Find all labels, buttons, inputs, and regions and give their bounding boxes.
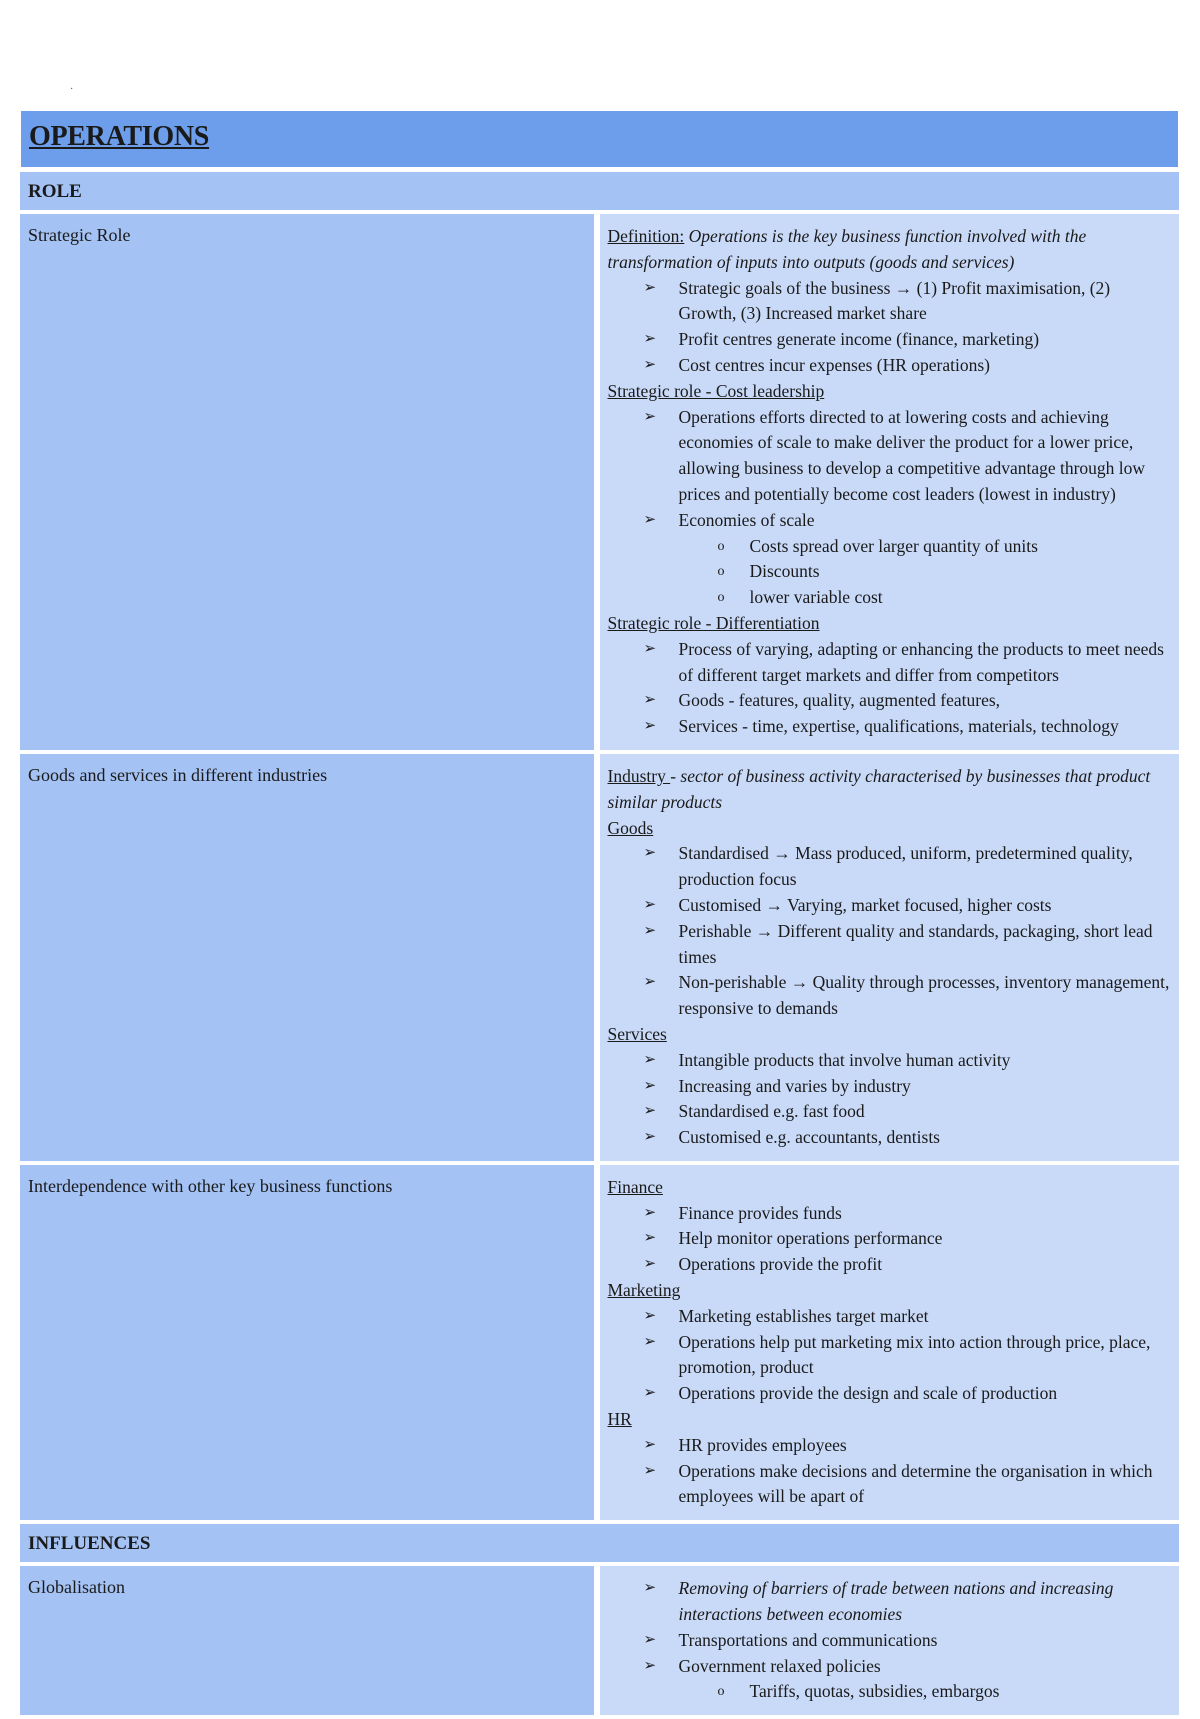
list-item-text: Increasing and varies by industry bbox=[678, 1075, 911, 1096]
list-item bbox=[608, 405, 1172, 508]
row-strategic-role bbox=[20, 214, 1179, 750]
list-item-text: Government relaxed policies bbox=[678, 1655, 881, 1676]
arrow-bullet-icon: ➢ bbox=[643, 1462, 657, 1479]
circle-bullet-icon: o bbox=[717, 538, 725, 554]
arrow-bullet-icon: ➢ bbox=[643, 1333, 657, 1350]
arrow-bullet-icon: ➢ bbox=[643, 356, 657, 373]
row-globalisation bbox=[20, 1566, 1179, 1715]
list-item-text: Cost centres incur expenses (HR operations) bbox=[678, 354, 991, 375]
subheading-goods: Goods bbox=[607, 817, 654, 838]
list-item-text: Standardised e.g. fast food bbox=[678, 1101, 865, 1122]
arrow-bullet-icon: ➢ bbox=[643, 408, 657, 425]
arrow-bullet-icon: ➢ bbox=[643, 331, 657, 348]
list-item-text: Economies of scale bbox=[678, 509, 815, 530]
arrow-bullet-icon: ➢ bbox=[643, 845, 657, 862]
list-item bbox=[608, 893, 1172, 919]
list-item bbox=[608, 1201, 1172, 1227]
list-item-text: Process of varying, adapting or enhancing the products to meet needs of different target markets and differ from competitors bbox=[678, 638, 1164, 685]
arrow-bullet-icon: ➢ bbox=[643, 692, 657, 709]
row-label-globalisation: Globalisation bbox=[20, 1566, 600, 1715]
arrow-bullet-icon: ➢ bbox=[643, 1436, 657, 1453]
row-goods-services bbox=[20, 754, 1179, 1161]
definition-line bbox=[608, 224, 1172, 276]
list-item bbox=[608, 276, 1172, 328]
sub-list-item-text: Tariffs, quotas, subsidies, embargos bbox=[749, 1681, 1000, 1702]
list-item bbox=[608, 1459, 1172, 1511]
row-label-interdependence: Interdependence with other key business functions bbox=[20, 1165, 600, 1520]
subheading-finance: Finance bbox=[607, 1176, 663, 1197]
industry-line bbox=[608, 764, 1172, 816]
list-item-text: Help monitor operations performance bbox=[678, 1228, 943, 1249]
list-item bbox=[608, 1226, 1172, 1252]
sub-list-item-text: Discounts bbox=[749, 561, 820, 582]
list-item bbox=[608, 1628, 1172, 1654]
list-item-text: Perishable → Different quality and standards, packaging, short lead times bbox=[678, 920, 1153, 967]
sub-list-item bbox=[608, 534, 1172, 560]
circle-bullet-icon: o bbox=[717, 564, 725, 580]
arrow-bullet-icon: ➢ bbox=[643, 1051, 657, 1068]
section-heading-role: ROLE bbox=[28, 181, 82, 202]
list-item-text: Transportations and communications bbox=[678, 1629, 938, 1650]
arrow-bullet-icon: ➢ bbox=[643, 1385, 657, 1402]
sub-list-item bbox=[608, 559, 1172, 585]
arrow-bullet-icon: ➢ bbox=[643, 1657, 657, 1674]
arrow-bullet-icon: ➢ bbox=[643, 1077, 657, 1094]
section-row-role bbox=[20, 172, 1179, 210]
arrow-bullet-icon: ➢ bbox=[643, 1256, 657, 1273]
row-interdependence bbox=[20, 1165, 1179, 1520]
list-item-text: Removing of barriers of trade between nations and increasing interactions between economies bbox=[678, 1578, 1114, 1625]
list-item-text: Finance provides funds bbox=[678, 1202, 842, 1223]
subheading-cost-leadership: Strategic role - Cost leadership bbox=[607, 380, 825, 401]
list-item bbox=[608, 508, 1172, 534]
list-item-text: HR provides employees bbox=[678, 1434, 847, 1455]
arrow-bullet-icon: ➢ bbox=[643, 279, 657, 296]
circle-bullet-icon: o bbox=[717, 1684, 725, 1700]
list-item bbox=[608, 1654, 1172, 1680]
arrow-bullet-icon: ➢ bbox=[643, 1103, 657, 1120]
definition-label: Definition: bbox=[607, 226, 685, 246]
list-item bbox=[608, 1048, 1172, 1074]
row-content-interdependence bbox=[600, 1165, 1180, 1520]
subheading-services: Services bbox=[607, 1023, 667, 1044]
section-heading-influences: INFLUENCES bbox=[28, 1533, 151, 1555]
list-item bbox=[608, 1099, 1172, 1125]
row-label-goods-services: Goods and services in different industries bbox=[20, 754, 600, 1161]
list-item bbox=[608, 1074, 1172, 1100]
list-item-text: Services - time, expertise, qualifications, materials, technology bbox=[678, 716, 1119, 737]
list-item-text: Operations efforts directed to at lowering costs and achieving economies of scale to make deliver the product for a lower price, allowing business to develop a competitive advantage through low prices and potentially become cost leaders (lowest in industry) bbox=[678, 406, 1146, 504]
arrow-bullet-icon: ➢ bbox=[643, 1580, 657, 1597]
row-content-goods-services bbox=[600, 754, 1180, 1161]
list-item-text: Operations make decisions and determine the organisation in which employees will be apart of bbox=[678, 1460, 1153, 1507]
sub-list-item-text: Costs spread over larger quantity of units bbox=[749, 535, 1038, 556]
list-item bbox=[608, 841, 1172, 893]
arrow-bullet-icon: ➢ bbox=[643, 896, 657, 913]
list-item bbox=[608, 688, 1172, 714]
list-item bbox=[608, 1576, 1172, 1628]
circle-bullet-icon: o bbox=[717, 590, 725, 606]
list-item-text: Operations provide the profit bbox=[678, 1254, 883, 1275]
list-item bbox=[608, 1252, 1172, 1278]
list-item bbox=[608, 1381, 1172, 1407]
list-item-text: Non-perishable → Quality through processes, inventory management, responsive to demands bbox=[678, 972, 1170, 1019]
list-item-text: Customised → Varying, market focused, higher costs bbox=[678, 894, 1052, 915]
arrow-bullet-icon: ➢ bbox=[643, 718, 657, 735]
subheading-differentiation: Strategic role - Differentiation bbox=[607, 612, 820, 633]
sub-list-item bbox=[608, 585, 1172, 611]
arrow-bullet-icon: ➢ bbox=[643, 1230, 657, 1247]
list-item-text: Operations provide the design and scale of production bbox=[678, 1383, 1058, 1404]
sub-list-item-text: lower variable cost bbox=[749, 587, 883, 608]
list-item-text: Standardised → Mass produced, uniform, predetermined quality, production focus bbox=[678, 843, 1133, 890]
arrow-bullet-icon: ➢ bbox=[643, 640, 657, 657]
list-item bbox=[608, 637, 1172, 689]
list-item bbox=[608, 919, 1172, 971]
definition-text: Operations is the key business function involved with the transformation of inputs into outputs (goods and services) bbox=[607, 226, 1087, 272]
list-item bbox=[608, 1125, 1172, 1151]
row-content-strategic-role bbox=[600, 214, 1180, 750]
arrow-bullet-icon: ➢ bbox=[643, 511, 657, 528]
title-row bbox=[20, 110, 1179, 168]
list-item-text: Marketing establishes target market bbox=[678, 1305, 929, 1326]
industry-label: Industry bbox=[607, 765, 671, 786]
list-item-text: Intangible products that involve human activity bbox=[678, 1049, 1011, 1070]
list-item bbox=[608, 1304, 1172, 1330]
arrow-bullet-icon: ➢ bbox=[643, 1204, 657, 1221]
arrow-bullet-icon: ➢ bbox=[643, 1307, 657, 1324]
list-item-text: Goods - features, quality, augmented features, bbox=[678, 690, 1001, 711]
list-item bbox=[608, 1330, 1172, 1382]
section-row-influences bbox=[20, 1524, 1179, 1562]
industry-text: - sector of business activity characterised by businesses that product similar products bbox=[607, 765, 1151, 812]
list-item bbox=[608, 327, 1172, 353]
operations-table bbox=[20, 106, 1179, 1719]
arrow-bullet-icon: ➢ bbox=[643, 974, 657, 991]
row-content-globalisation bbox=[600, 1566, 1180, 1715]
list-item bbox=[608, 1433, 1172, 1459]
list-item bbox=[608, 714, 1172, 740]
list-item-text: Customised e.g. accountants, dentists bbox=[678, 1127, 940, 1148]
list-item-text: Strategic goals of the business → (1) Profit maximisation, (2) Growth, (3) Increased market share bbox=[678, 277, 1111, 324]
list-item-text: Operations help put marketing mix into action through price, place, promotion, product bbox=[678, 1331, 1151, 1378]
page-dot: · bbox=[70, 84, 74, 95]
arrow-bullet-icon: ➢ bbox=[643, 1129, 657, 1146]
page-title: OPERATIONS bbox=[29, 121, 210, 152]
subheading-hr: HR bbox=[607, 1409, 632, 1430]
list-item bbox=[608, 970, 1172, 1022]
list-item bbox=[608, 353, 1172, 379]
subheading-marketing: Marketing bbox=[607, 1280, 681, 1301]
list-item-text: Profit centres generate income (finance, marketing) bbox=[678, 329, 1040, 350]
arrow-bullet-icon: ➢ bbox=[643, 922, 657, 939]
sub-list-item bbox=[608, 1679, 1172, 1705]
row-label-strategic-role: Strategic Role bbox=[20, 214, 600, 750]
arrow-bullet-icon: ➢ bbox=[643, 1631, 657, 1648]
